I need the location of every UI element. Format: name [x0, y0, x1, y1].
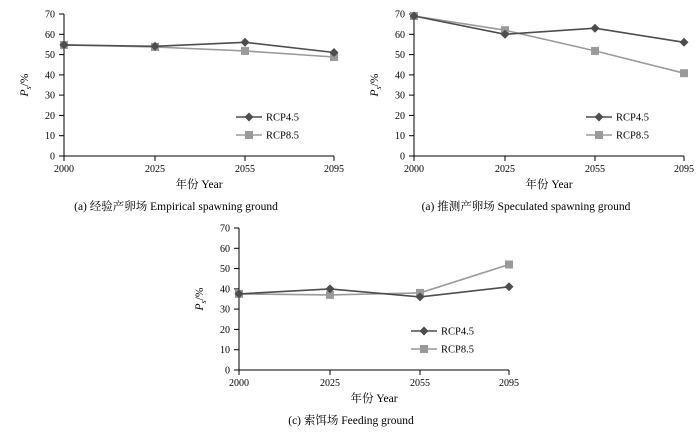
- legend-empirical: [236, 113, 299, 142]
- legend-label-rcp45: RCP4.5: [266, 112, 299, 124]
- x-tick-label: 2025: [320, 378, 340, 389]
- x-tick-label: 2000: [404, 164, 424, 175]
- y-tick-label: 70: [220, 223, 230, 235]
- chart-panel-empirical-spawning-ground: [8, 4, 344, 214]
- y-tick-label: 50: [395, 50, 405, 62]
- chart-panel-speculated-spawning-ground: [358, 4, 694, 214]
- x-tick-label: 2025: [145, 164, 165, 175]
- y-axis-title-empirical: [19, 73, 33, 97]
- x-ticks-feeding: [229, 370, 519, 389]
- series-rcp45-feeding: [235, 282, 514, 301]
- legend-label-rcp45: RCP4.5: [616, 112, 649, 124]
- y-ticks-feeding: [220, 224, 239, 377]
- chart-svg-empirical: [8, 4, 344, 191]
- y-tick-label: 0: [50, 151, 55, 163]
- x-axis-title: 年份 Year: [525, 179, 573, 191]
- y-tick-label: 40: [45, 70, 55, 82]
- x-ticks-empirical: [54, 156, 344, 175]
- y-tick-label: 20: [220, 324, 230, 336]
- svg-text:Ps/%: $P_s/\%$: [194, 287, 208, 311]
- x-tick-label: 2055: [585, 164, 605, 175]
- y-tick-label: 50: [45, 50, 55, 62]
- legend-label-rcp85: RCP8.5: [616, 130, 649, 142]
- x-axis-title: 年份 Year: [175, 179, 223, 191]
- plot-area-empirical: [8, 4, 344, 191]
- x-tick-label: 2055: [410, 378, 430, 389]
- y-tick-label: 60: [220, 243, 230, 255]
- y-tick-label: 60: [45, 29, 55, 41]
- x-ticks-speculated: [404, 156, 694, 175]
- x-tick-label: 2095: [324, 164, 344, 175]
- x-axis-title: 年份 Year: [350, 393, 398, 405]
- y-axis-title-speculated: [369, 73, 383, 97]
- series-rcp85-speculated: [410, 12, 688, 77]
- x-tick-label: 2095: [674, 164, 694, 175]
- y-tick-label: 10: [220, 345, 230, 357]
- svg-text:Ps/%: $P_s/\%$: [19, 73, 33, 97]
- svg-text:Ps/%: $P_s/\%$: [369, 73, 383, 97]
- chart-svg-speculated: [358, 4, 694, 191]
- panel-caption-empirical: (a) 经验产卵场 Empirical spawning ground: [74, 201, 278, 213]
- y-tick-label: 10: [395, 131, 405, 143]
- y-tick-label: 50: [220, 264, 230, 276]
- y-ticks-speculated: [395, 10, 414, 163]
- y-axis-title-feeding: [194, 287, 208, 311]
- x-tick-label: 2055: [235, 164, 255, 175]
- x-tick-label: 2025: [495, 164, 515, 175]
- plot-area-speculated: [358, 4, 694, 191]
- chart-svg-feeding: [183, 218, 519, 405]
- x-tick-label: 2095: [499, 378, 519, 389]
- panel-caption-feeding: (c) 索饵场 Feeding ground: [288, 415, 414, 427]
- x-tick-label: 2000: [54, 164, 74, 175]
- y-tick-label: 70: [45, 9, 55, 21]
- y-tick-label: 20: [395, 110, 405, 122]
- chart-panel-feeding-ground: [183, 218, 519, 428]
- panel-caption-speculated: (a) 推测产卵场 Speculated spawning ground: [421, 201, 631, 213]
- plot-area-feeding: [183, 218, 519, 405]
- legend-label-rcp45: RCP4.5: [441, 326, 474, 338]
- y-tick-label: 40: [220, 284, 230, 296]
- series-rcp45-speculated: [410, 12, 689, 47]
- legend-feeding: [411, 327, 474, 356]
- y-ticks-empirical: [45, 10, 64, 163]
- y-tick-label: 0: [225, 365, 230, 377]
- y-tick-label: 30: [220, 304, 230, 316]
- y-tick-label: 70: [395, 9, 405, 21]
- y-tick-label: 0: [400, 151, 405, 163]
- legend-label-rcp85: RCP8.5: [441, 344, 474, 356]
- y-tick-label: 20: [45, 110, 55, 122]
- y-tick-label: 10: [45, 131, 55, 143]
- x-tick-label: 2000: [229, 378, 249, 389]
- y-tick-label: 30: [395, 90, 405, 102]
- legend-speculated: [586, 113, 649, 142]
- legend-label-rcp85: RCP8.5: [266, 130, 299, 142]
- y-tick-label: 30: [45, 90, 55, 102]
- y-tick-label: 60: [395, 29, 405, 41]
- y-tick-label: 40: [395, 70, 405, 82]
